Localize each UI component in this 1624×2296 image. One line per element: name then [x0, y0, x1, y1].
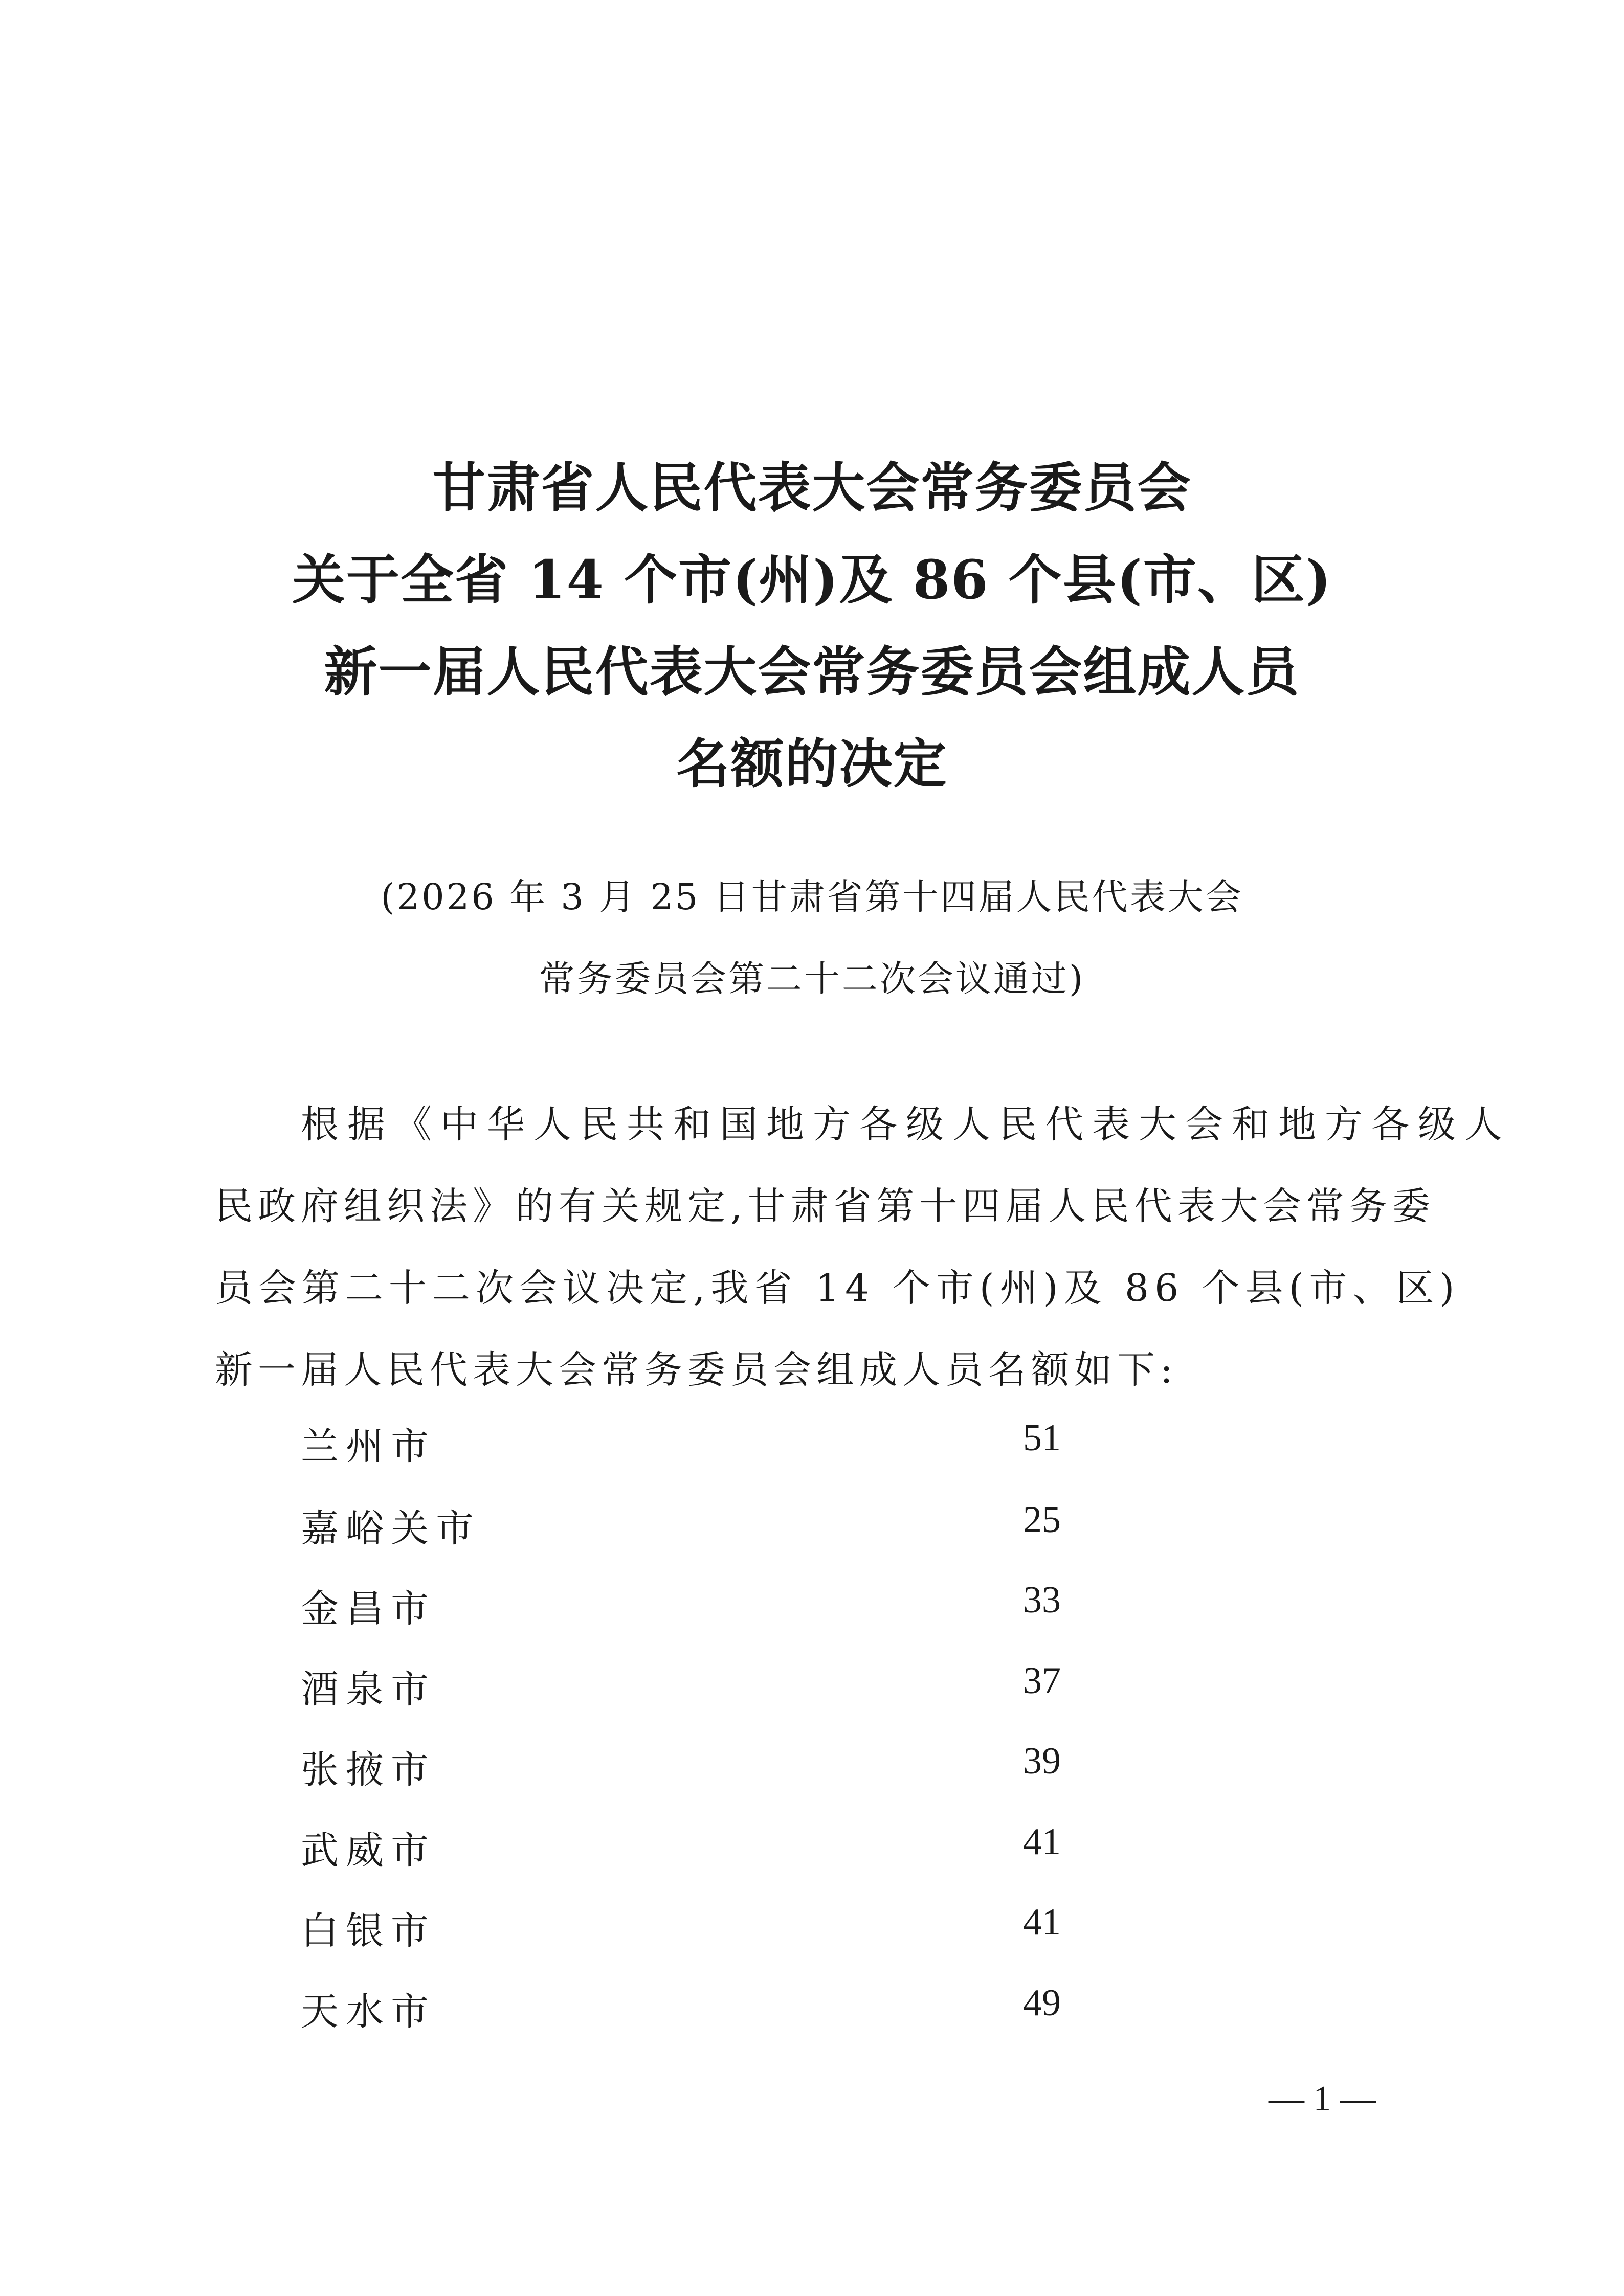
quota-value: 41 — [1023, 1821, 1061, 1863]
document-title-line-3: 新一届人民代表大会常务委员会组成人员 — [324, 640, 1300, 703]
quota-value: 37 — [1023, 1660, 1061, 1702]
body-paragraph-line-2: 民政府组织法》的有关规定,甘肃省第十四届人民代表大会常务委 — [215, 1184, 1435, 1228]
quota-value: 41 — [1023, 1901, 1061, 1943]
body-paragraph-line-4: 新一届人民代表大会常务委员会组成人员名额如下: — [215, 1348, 1178, 1392]
body-paragraph-line-3: 员会第二十二次会议决定,我省 14 个市(州)及 86 个县(市、区) — [215, 1266, 1460, 1310]
document-title-line-1: 甘肃省人民代表大会常务委员会 — [432, 456, 1192, 519]
body-paragraph-line-1: 根据《中华人民共和国地方各级人民代表大会和地方各级人 — [301, 1102, 1511, 1146]
city-name: 嘉峪关市 — [301, 1506, 481, 1550]
city-name: 天水市 — [301, 1990, 436, 2034]
page-number: — 1 — — [1269, 2079, 1376, 2119]
quota-value: 33 — [1023, 1579, 1061, 1621]
city-name: 兰州市 — [301, 1425, 436, 1469]
quota-value: 39 — [1023, 1740, 1061, 1782]
document-title-line-2: 关于全省 14 个市(州)及 86 个县(市、区) — [292, 548, 1332, 611]
document-title-line-4: 名额的决定 — [676, 732, 948, 795]
city-name: 武威市 — [301, 1829, 436, 1873]
quota-value: 49 — [1023, 1982, 1061, 2024]
city-name: 酒泉市 — [301, 1668, 436, 1712]
city-name: 金昌市 — [301, 1587, 436, 1631]
quota-value: 25 — [1023, 1499, 1061, 1541]
quota-value: 51 — [1023, 1417, 1061, 1459]
city-name: 白银市 — [301, 1909, 436, 1953]
adoption-note-line-1: (2026 年 3 月 25 日甘肃省第十四届人民代表大会 — [381, 876, 1243, 918]
adoption-note-line-2: 常务委员会第二十二次会议通过) — [539, 958, 1085, 1000]
city-name: 张掖市 — [301, 1748, 436, 1792]
